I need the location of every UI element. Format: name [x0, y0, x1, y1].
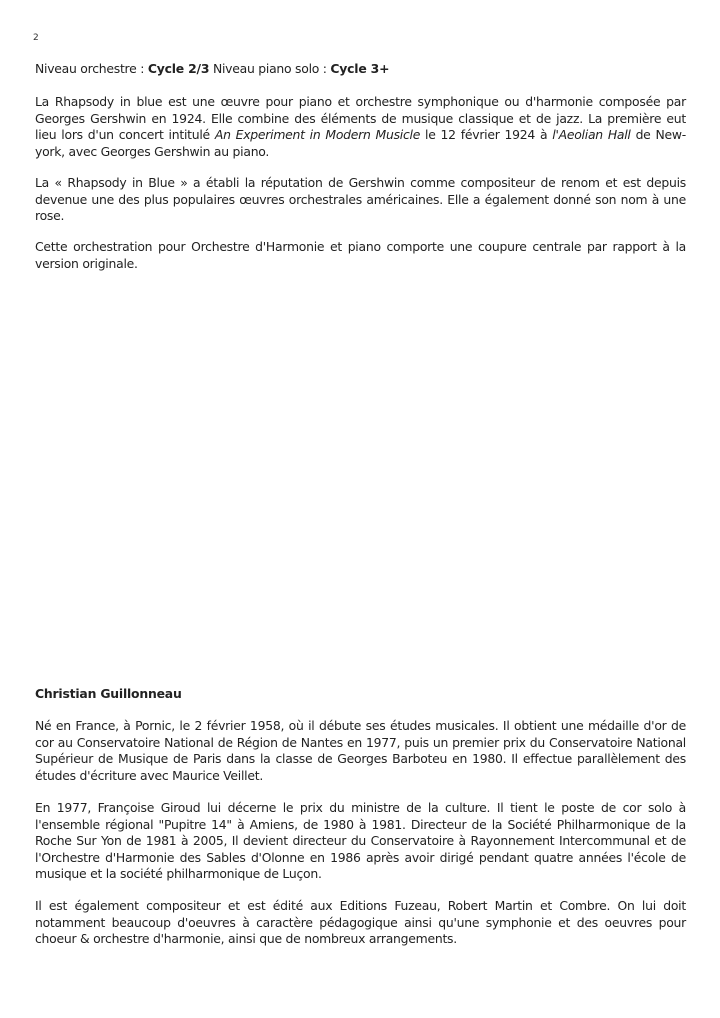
author-paragraph-2: En 1977, Françoise Giroud lui décerne le prix du ministre de la culture. Il tient le poste de cor solo à l'ensemble régional "Pupitre 14" à Amiens, de 1980 à 1981. Directeur de la Société Philharmonique de la Roche Sur Yon de 1981 à 2005, Il devient directeur du Conservatoire à Rayonnement Intercommunal et de l'Orchestre d'Harmonie des Sables d'Olonne en 1986 après avoir dirigé pendant quatre années l'école de musique et la société philharmonique de Luçon. — [35, 800, 686, 881]
intro-text-part-3: de New-york, avec Georges Gershwin au piano. — [35, 127, 686, 159]
piano-level-value: Cycle 3+ — [330, 61, 390, 76]
intro-text-part-1: La Rhapsody in blue est une œuvre pour piano et orchestre symphonique ou d'harmonie composée par Georges Gershwin en 1924. Elle combine des éléments de musique classique et de jazz. La première eut lieu lors d'un concert intitulé — [35, 94, 686, 142]
intro-paragraph-3: Cette orchestration pour Orchestre d'Harmonie et piano comporte une coupure centrale par rapport à la version originale. — [35, 239, 686, 271]
author-paragraph-3: Il est également compositeur et est édité aux Editions Fuzeau, Robert Martin et Combre. On lui doit notamment beaucoup d'oeuvres à caractère pédagogique ainsi qu'une symphonie et des oeuvres pour choeur & orchestre d'harmonie, ainsi que de nombreux arrangements. — [35, 898, 686, 946]
intro-paragraph-2: La « Rhapsody in Blue » a établi la réputation de Gershwin comme compositeur de renom et est depuis devenue une des plus populaires œuvres orchestrales américaines. Elle a également donné son nom à une rose. — [35, 175, 686, 223]
page-number: 2 — [33, 33, 39, 43]
level-info — [35, 61, 686, 78]
venue-name: l'Aeolian Hall — [552, 127, 631, 142]
concert-title: An Experiment in Modern Musicle — [214, 127, 421, 142]
orchestra-level-value: Cycle 2/3 — [147, 61, 210, 76]
intro-text-part-2: le 12 février 1924 à — [420, 127, 553, 142]
author-paragraph-1: Né en France, à Pornic, le 2 février 1958, où il débute ses études musicales. Il obtient une médaille d'or de cor au Conservatoire National de Région de Nantes en 1977, puis un premier prix du Conservatoire National Supérieur de Musique de Paris dans la classe de Georges Barboteu en 1980. Il effectue parallèlement des études d'écriture avec Maurice Veillet. — [35, 718, 686, 783]
piano-level-label: Niveau piano solo : — [209, 61, 331, 76]
orchestra-level-label: Niveau orchestre : — [35, 61, 148, 76]
author-name-heading: Christian Guillonneau — [35, 686, 182, 701]
intro-paragraph-1 — [35, 94, 686, 160]
